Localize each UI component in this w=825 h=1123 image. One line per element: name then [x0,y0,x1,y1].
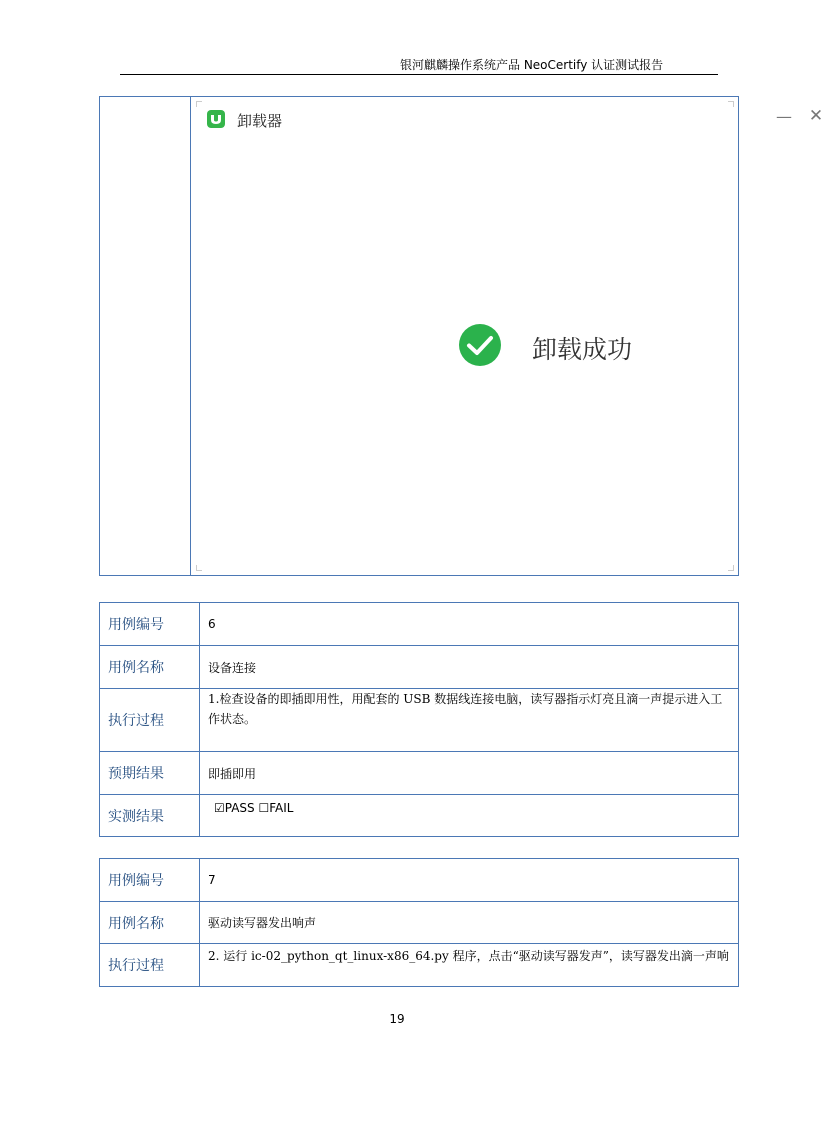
success-message: 卸载成功 [532,335,633,364]
app-logo-icon [207,110,225,128]
corner-mark [196,101,202,107]
expected-result-label: 预期结果 [100,752,200,795]
minimize-icon[interactable]: — [776,107,792,126]
window-title: 卸载器 [237,112,283,130]
table-row [100,944,739,987]
expected-result-value: 即插即用 [200,752,739,795]
header-rule [120,74,718,75]
case-id-value: 6 [200,603,739,646]
case-id-label: 用例编号 [100,859,200,902]
corner-mark [728,101,734,107]
case-name-label: 用例名称 [100,646,200,689]
table-row [100,795,739,837]
procedure-value: 1.检查设备的即插即用性，用配套的 USB 数据线连接电脑，读写器指示灯亮且滴一声提示进入工作状态。 [200,689,739,752]
uninstaller-window [192,97,824,575]
procedure-label: 执行过程 [100,944,200,987]
test-case-table-6 [99,602,739,837]
report-header-title: 银河麒麟操作系统产品 NeoCertify 认证测试报告 [400,58,664,72]
table-row [100,859,739,902]
close-icon[interactable]: ✕ [808,106,824,126]
case-id-value: 7 [200,859,739,902]
procedure-value: 2. 运行 ic-02_python_qt_linux-x86_64.py 程序，点击“驱动读写器发声”，读写器发出滴一声响 [200,944,739,987]
check-circle-icon [457,322,503,368]
table-row [100,646,739,689]
screenshot-table [99,96,824,576]
corner-mark [728,565,734,571]
table-row [100,752,739,795]
table-row [100,902,739,944]
test-case-table-7 [99,858,739,987]
case-name-value: 设备连接 [200,646,739,689]
corner-mark [196,565,202,571]
case-id-label: 用例编号 [100,603,200,646]
table-row [100,603,739,646]
case-name-value: 驱动读写器发出响声 [200,902,739,944]
actual-result-value: ☑PASS ☐FAIL [200,795,739,837]
table-row [100,689,739,752]
page-number: 19 [389,1012,405,1026]
actual-result-label: 实测结果 [100,795,200,837]
case-name-label: 用例名称 [100,902,200,944]
screenshot-label-cell [100,97,191,575]
procedure-label: 执行过程 [100,689,200,752]
